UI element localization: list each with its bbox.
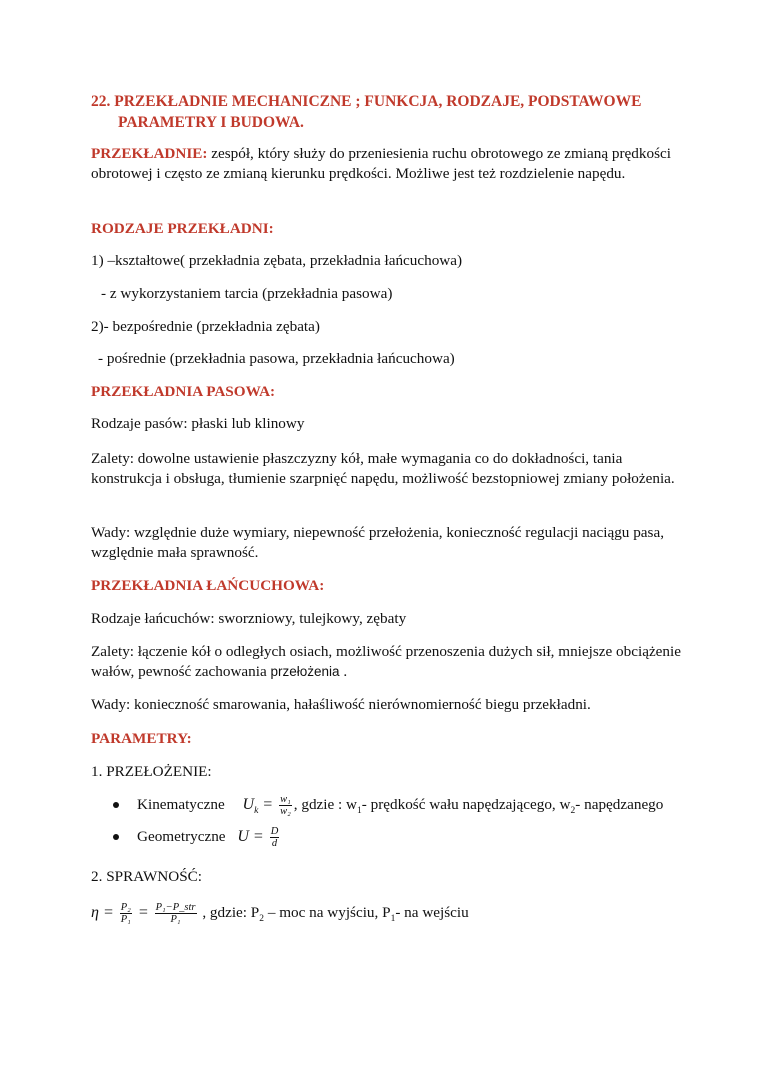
chain-kinds: Rodzaje łańcuchów: sworzniowy, tulejkowy, zębaty: [91, 610, 407, 627]
types-item-1: 1) –kształtowe( przekładnia zębata, przekładnia łańcuchowa): [91, 252, 463, 269]
kinematic-ratio-item: [137, 794, 697, 821]
efficiency-fraction-2: [155, 902, 197, 925]
efficiency-desc-3: - na wejściu: [395, 904, 469, 922]
efficiency-desc-sub-1: 2: [259, 914, 265, 925]
geometric-label: Geometryczne: [137, 828, 226, 846]
types-item-2: - z wykorzystaniem tarcia (przekładnia pasowa): [101, 285, 393, 302]
definition-paragraph: [91, 144, 681, 184]
efficiency-fraction-1: [120, 902, 132, 925]
efficiency-formula: η = $\frac{\text{P₂}}{\text{P₁}}$ = $\frac{\text{P₁−P\_str}}{\text{P₁}}$: [91, 902, 196, 925]
kinematic-desc-1: , gdzie : w: [293, 796, 358, 814]
efficiency-num-2: P₁−P_str: [155, 902, 196, 913]
title-line-1: 22. PRZEKŁADNIE MECHANICZNE ; FUNKCJA, RODZAJE, PODSTAWOWE: [91, 93, 642, 110]
types-heading: RODZAJE PRZEKŁADNI:: [91, 220, 274, 237]
types-item-3: 2)- bezpośrednie (przekładnia zębata): [91, 318, 320, 335]
geometric-formula: U = $\frac{D}{d}$: [237, 826, 279, 849]
bullet-dot: [113, 802, 119, 808]
definition-term: PRZEKŁADNIE:: [91, 145, 208, 162]
kinematic-num: w₁: [280, 794, 291, 805]
geometric-fraction: [270, 826, 280, 849]
belt-heading: PRZEKŁADNIA PASOWA:: [91, 383, 276, 400]
belt-kinds: Rodzaje pasów: płaski lub klinowy: [91, 415, 305, 432]
kinematic-fraction: [279, 794, 292, 817]
efficiency-desc-2: – moc na wyjściu, P: [264, 904, 391, 922]
ratio-heading: 1. PRZEŁOŻENIE:: [91, 763, 212, 780]
efficiency-lhs: η: [91, 904, 99, 922]
chain-pros-main: Zalety: łączenie kół o odległych osiach, możliwość przenoszenia dużych sił, mniejsze obciążenie wałów, pewność zachowania: [91, 643, 681, 680]
definition-text: zespół, który służy do przeniesienia ruchu obrotowego ze zmianą prędkości obrotowej i często ze zmianą kierunku prędkości. Możliwe jest też rozdzielenie napędu.: [91, 145, 671, 182]
kinematic-formula: $U_k$ = $\frac{\text{w₁}}{\text{w₂}}$: [242, 794, 291, 817]
kinematic-desc-2: - prędkość wału napędzającego, w: [361, 796, 571, 814]
kinematic-label: Kinematyczne: [137, 796, 225, 814]
bullet-dot: [113, 834, 119, 840]
efficiency-heading: 2. SPRAWNOŚĆ:: [91, 868, 203, 885]
geometric-den: d: [271, 838, 278, 849]
belt-cons: Wady: względnie duże wymiary, niepewność przełożenia, konieczność regulacji naciągu pasa, względnie mała sprawność.: [91, 524, 664, 561]
types-item-4: - pośrednie (przekładnia pasowa, przekładnia łańcuchowa): [98, 350, 455, 367]
geometric-ratio-item: [137, 826, 281, 849]
efficiency-desc-sub-2: 1: [390, 914, 396, 925]
efficiency-den-1: P₁: [120, 914, 131, 925]
chain-pros-tail: przełożenia: [270, 664, 340, 679]
params-heading: PARAMETRY:: [91, 730, 192, 747]
efficiency-den-2: P₁: [170, 914, 181, 925]
efficiency-formula-line: [91, 902, 681, 929]
chain-heading: PRZEKŁADNIA ŁAŃCUCHOWA:: [91, 577, 325, 594]
kinematic-sub: k: [254, 806, 259, 817]
title-line-2: PARAMETRY I BUDOWA.: [118, 114, 304, 131]
geometric-lhs: U: [237, 828, 249, 846]
efficiency-desc-1: , gdzie: P: [198, 904, 260, 922]
belt-pros: Zalety: dowolne ustawienie płaszczyzny kół, małe wymagania co do dokładności, tania konstrukcja i obsługa, tłumienie szarpnięć napędu, możliwość bezstopniowej zmiany położenia.: [91, 450, 675, 487]
efficiency-num-1: P₂: [120, 902, 131, 913]
document-title: [91, 91, 691, 133]
kinematic-lhs: U: [242, 796, 255, 814]
kinematic-desc-sub-2: 2: [570, 806, 576, 817]
geometric-num: D: [270, 826, 279, 837]
kinematic-desc-sub-1: 1: [357, 806, 362, 817]
chain-pros: [91, 642, 681, 682]
chain-pros-end: .: [339, 663, 348, 680]
chain-cons: Wady: konieczność smarowania, hałaśliwość nierównomierność biegu przekładni.: [91, 696, 591, 713]
kinematic-desc-3: - napędzanego: [575, 796, 664, 814]
kinematic-den: w₂: [280, 806, 291, 817]
